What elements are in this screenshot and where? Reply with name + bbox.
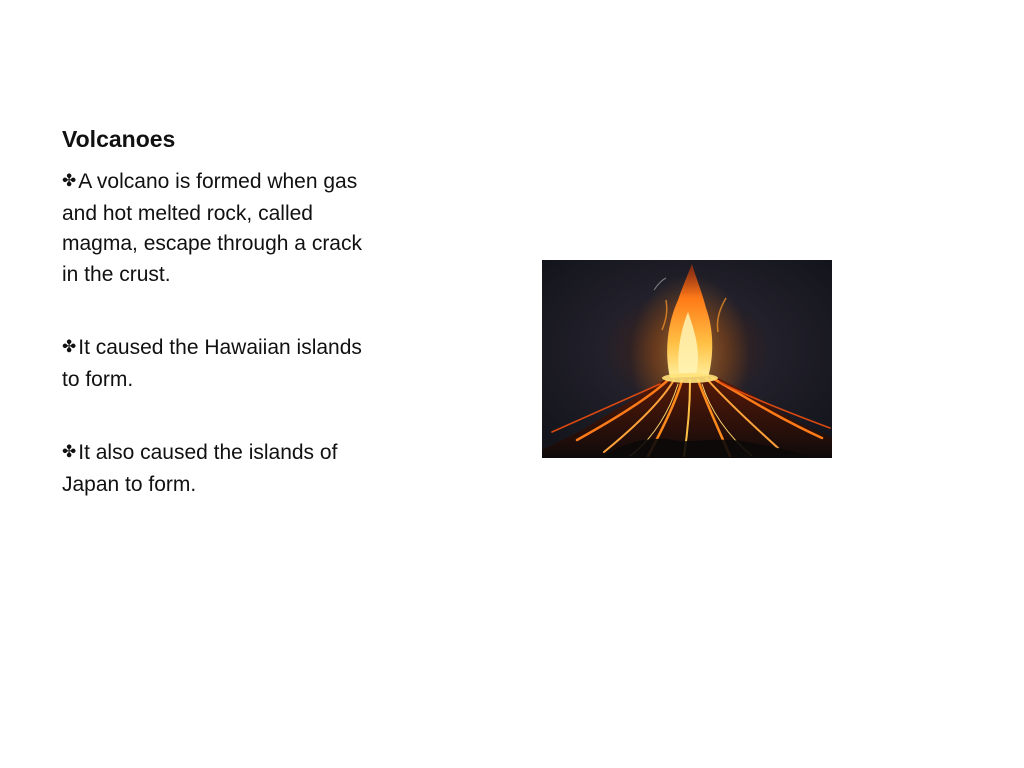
bullet-item bbox=[62, 438, 382, 500]
bullet-item bbox=[62, 167, 382, 290]
bullet-text: It caused the Hawaiian islands to form. bbox=[62, 336, 362, 391]
bullet-text: A volcano is formed when gas and hot melted rock, called magma, escape through a crack in the crust. bbox=[62, 170, 362, 286]
bullet-text: It also caused the islands of Japan to form. bbox=[62, 441, 338, 496]
bullet-diamond-icon: ✤ bbox=[62, 442, 77, 461]
bullet-item bbox=[62, 333, 382, 395]
erupting-volcano-icon bbox=[542, 260, 832, 458]
volcano-photo bbox=[542, 260, 832, 458]
slide-title: Volcanoes bbox=[62, 126, 176, 152]
bullet-list bbox=[62, 167, 382, 543]
bullet-diamond-icon: ✤ bbox=[62, 171, 77, 190]
bullet-diamond-icon: ✤ bbox=[62, 337, 77, 356]
